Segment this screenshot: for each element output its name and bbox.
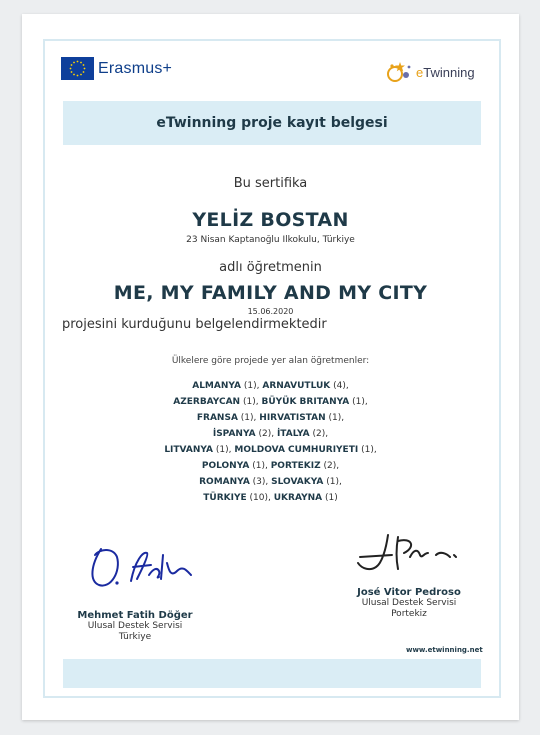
country-name: PORTEKIZ [270,461,321,471]
country-count: (2), [323,461,340,471]
etwinning-stars-icon [386,58,414,86]
signatory-right [344,587,474,620]
country-line [22,490,519,506]
country-name: ROMANYA [199,477,250,487]
country-count: (3), [252,477,269,487]
country-count: (2), [258,429,275,439]
country-count: (1), [242,397,259,407]
country-name: FRANSA [196,413,238,423]
title-band [63,101,481,145]
country-name: MOLDOVA CUMHURIYETI [234,445,359,455]
country-name: BÜYÜK BRITANYA [261,397,350,407]
country-line [22,474,519,490]
erasmus-logo [61,57,172,80]
school-name: 23 Nisan Kaptanoğlu Ilkokulu, Türkiye [186,235,355,245]
country-name: ARNAVUTLUK [262,381,331,391]
country-count: (4), [333,381,349,391]
country-line [22,410,519,426]
intro-text: Bu sertifika [233,176,308,191]
project-name: ME, MY FAMILY AND MY CITY [113,282,428,304]
signatory-right-country: Portekiz [391,609,427,619]
bottom-band [63,659,481,688]
certificate-title: eTwinning proje kayıt belgesi [156,115,388,131]
project-date: 15.06.2020 [247,307,294,316]
signatory-left-role: Ulusal Destek Servisi [87,621,183,631]
country-name: HIRVATISTAN [259,413,326,423]
country-name: İSPANYA [212,429,256,439]
eu-flag-icon [61,57,94,80]
signature-left-image [87,541,197,591]
country-count: (1), [328,413,345,423]
country-line [22,394,519,410]
etwinning-logo [386,58,475,86]
country-line [22,378,519,394]
country-count: (1), [352,397,368,407]
country-name: UKRAYNA [273,493,323,503]
country-name: İTALYA [276,429,310,439]
country-count: (1), [240,413,257,423]
erasmus-logo-text: Erasmus+ [98,59,173,77]
signatory-left [72,610,198,643]
signature-right-image [352,529,462,579]
country-line [22,442,519,458]
country-count: (1), [252,461,268,471]
country-name: POLONYA [201,461,250,471]
country-count: (1), [243,381,260,391]
country-count: (1), [326,477,342,487]
country-count: (1), [215,445,232,455]
signatory-left-country: Türkiye [118,632,152,642]
etwinning-logo-text: eTwinning [416,64,475,80]
country-name: ALMANYA [192,381,242,391]
certificate-sheet [22,14,519,720]
country-name: AZERBAYCAN [173,397,241,407]
country-name: SLOVAKYA [271,477,324,487]
teacher-name: YELİZ BOSTAN [192,209,349,231]
etwinning-url: www.etwinning.net [406,646,483,654]
countries-intro: Ülkelere göre projede yer alan öğretmenler: [171,356,370,366]
teacher-suffix: adlı öğretmenin [219,260,322,275]
country-name: LITVANYA [164,445,214,455]
country-list [22,378,519,506]
country-count: (1) [324,493,338,503]
signatory-left-name: Mehmet Fatih Döğer [77,610,193,621]
country-line [22,458,519,474]
country-line [22,426,519,442]
country-name: TÜRKIYE [203,493,247,503]
signatory-right-role: Ulusal Destek Servisi [361,598,457,608]
signatory-right-name: José Vitor Pedroso [357,587,461,598]
country-count: (10), [249,493,271,503]
country-count: (1), [361,445,377,455]
certify-text: projesini kurduğunu belgelendirmektedir [62,317,327,332]
country-count: (2), [312,429,329,439]
